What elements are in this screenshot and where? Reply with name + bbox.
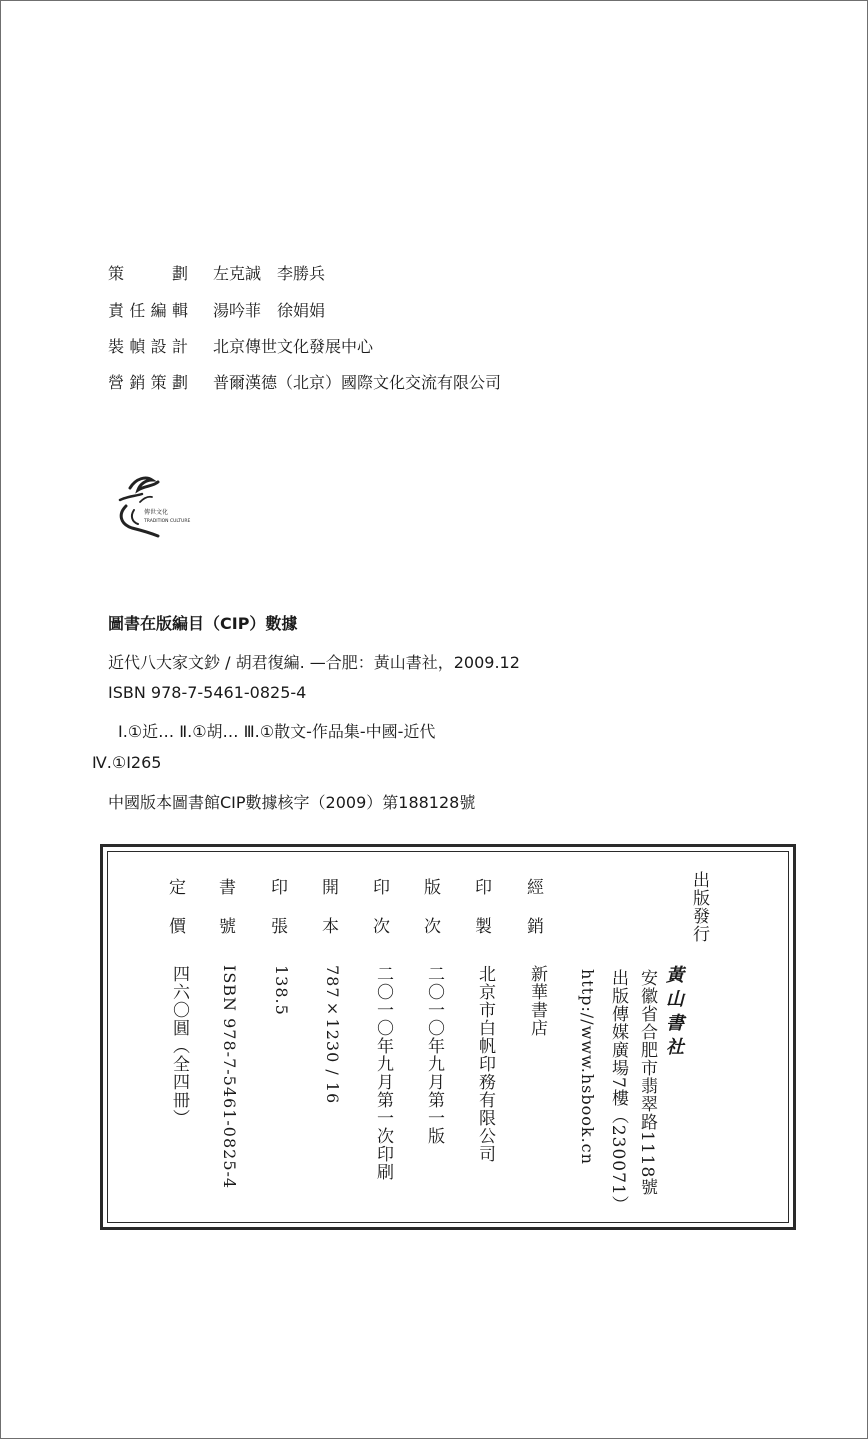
- entry-value: 二〇一〇年九月第一次印刷: [373, 965, 393, 1181]
- cip-line-title: 近代八大家文鈔 / 胡君復編. —合肥：黃山書社，2009.12: [108, 653, 520, 672]
- publisher-calligraphy-name: 黃山書社: [663, 965, 684, 1061]
- entry-value: ISBN 978-7-5461-0825-4: [220, 965, 239, 1190]
- cip-line-record-number: 中國版本圖書館CIP數據核字（2009）第188128號: [108, 793, 476, 812]
- publisher-address: 安徽省合肥市翡翠路1118號: [637, 969, 657, 1197]
- colophon-box: [100, 844, 796, 1230]
- publisher-url: http://www.hsbook.cn: [578, 969, 597, 1165]
- credit-value: 左克誠 李勝兵: [213, 264, 326, 283]
- entry-label: 印 張: [271, 878, 288, 937]
- publisher-building: 出版傳媒廣場7樓（230071）: [608, 969, 628, 1214]
- entry-label: 定 價: [169, 878, 186, 937]
- cip-title: 圖書在版編目（CIP）數據: [108, 614, 298, 633]
- publisher-heading: 出版發行: [689, 871, 709, 943]
- credit-value: 湯吟菲 徐娟娟: [213, 301, 326, 320]
- publisher-logo-icon: [110, 466, 200, 538]
- svg-text:TRADITION CULTURE: TRADITION CULTURE: [144, 519, 191, 524]
- credit-label: 裝 幀 設 計: [108, 337, 188, 356]
- credit-label: 責 任 編 輯: [108, 301, 188, 320]
- entry-label: 開 本: [322, 878, 339, 937]
- entry-value: 四六〇圓（全四冊）: [169, 965, 189, 1127]
- svg-text:傳世文化: 傳世文化: [144, 509, 169, 516]
- entry-label: 印 次: [373, 878, 390, 937]
- credit-label: 策 劃: [108, 264, 188, 283]
- colophon-inner-border: [107, 851, 789, 1223]
- entry-value: 138.5: [272, 965, 291, 1016]
- entry-value: 二〇一〇年九月第一版: [424, 965, 444, 1145]
- entry-label: 版 次: [424, 878, 441, 937]
- cip-line-classification: Ⅰ.①近… Ⅱ.①胡… Ⅲ.①散文-作品集-中國-近代: [118, 722, 436, 741]
- entry-value: 北京市白帆印務有限公司: [475, 965, 495, 1163]
- entry-label: 印 製: [475, 878, 492, 937]
- entry-label: 經 銷: [527, 878, 544, 937]
- credit-value: 北京傳世文化發展中心: [213, 337, 374, 356]
- credit-label: 營 銷 策 劃: [108, 373, 188, 392]
- cip-line-isbn: ISBN 978-7-5461-0825-4: [108, 683, 307, 702]
- entry-label: 書 號: [219, 878, 236, 937]
- cip-line-class-code: Ⅳ.①I265: [92, 753, 162, 772]
- credit-value: 普爾漢德（北京）國際文化交流有限公司: [213, 373, 502, 392]
- entry-value: 787×1230 / 16: [323, 965, 342, 1105]
- entry-value: 新華書店: [527, 965, 547, 1037]
